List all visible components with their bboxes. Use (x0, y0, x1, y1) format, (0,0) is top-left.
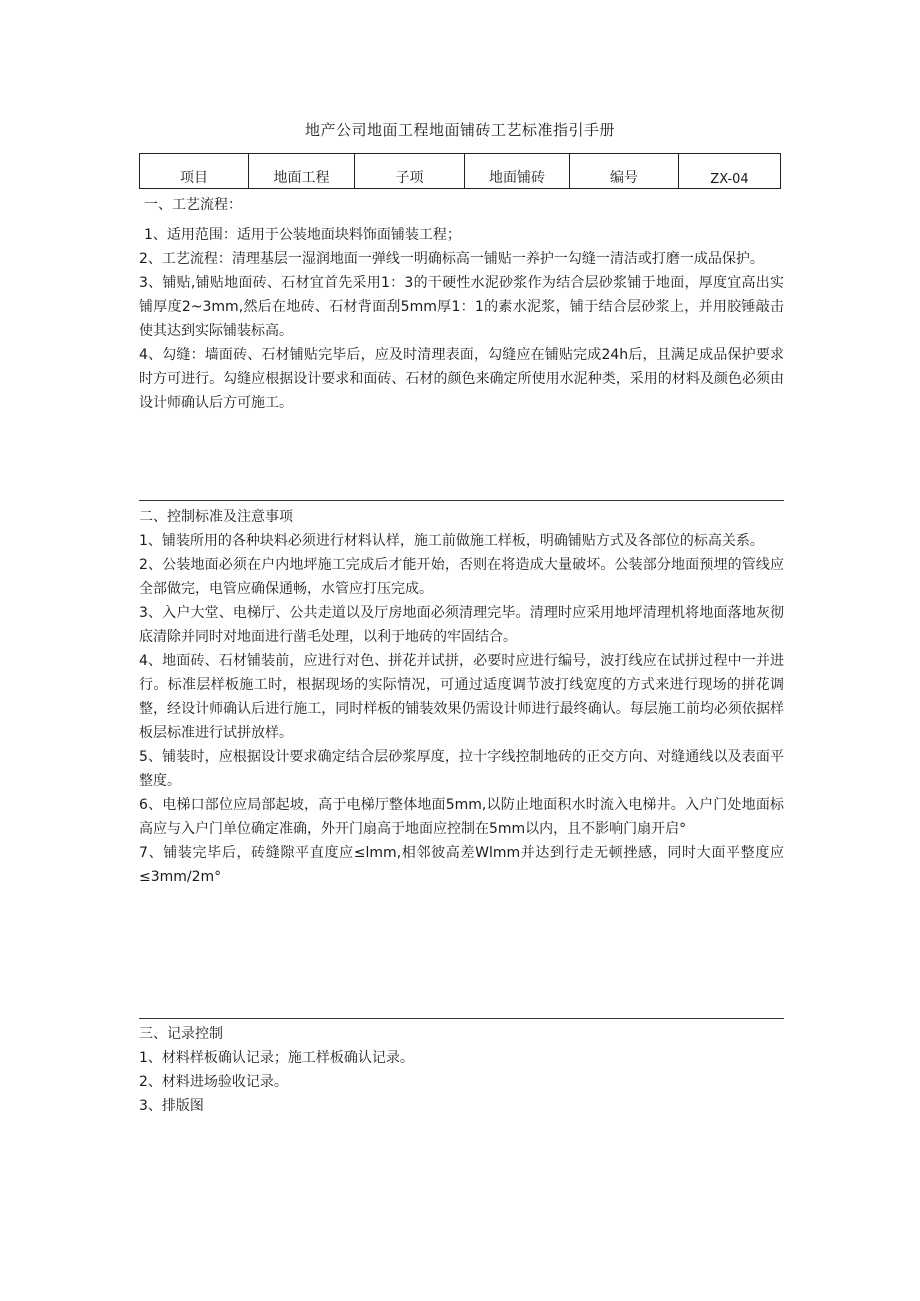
header-cell-project-value: 地面工程 (249, 154, 355, 189)
section-heading: 二、控制标准及注意事项 (139, 509, 293, 525)
section-control-standards (139, 507, 784, 889)
header-cell-code-value: ZX-04 (679, 154, 781, 189)
list-item: 4、地面砖、石材铺装前，应进行对色、拼花并试拼，必要时应进行编号，波打线应在试拼过程中一并进行。标准层样板施工时，根据现场的实际情况，可通过适度调节波打线宽度的方式来进行现场的拼花调整，经设计师确认后进行施工，同时样板的铺装效果仍需设计师进行最终确认。每层施工前均必须依据样板层标准进行试拼放样。 (139, 653, 784, 741)
header-cell-code-label: 编号 (570, 154, 679, 189)
list-item: 1、材料样板确认记录；施工样板确认记录。 (139, 1050, 414, 1066)
header-cell-subitem-value: 地面铺砖 (465, 154, 570, 189)
section-divider (139, 500, 784, 501)
list-item: 3、排版图 (139, 1098, 204, 1114)
list-item: 1、适用范围：适用于公装地面块料饰面铺装工程； (144, 227, 461, 243)
list-item: 6、电梯口部位应局部起坡，高于电梯厅整体地面5mm,以防止地面积水时流入电梯井。入户门处地面标高应与入户门单位确定准确，外开门扇高于地面应控制在5mm以内，且不影响门扇开启° (139, 797, 784, 837)
section-records (139, 1024, 784, 1118)
header-table-row (140, 154, 781, 189)
list-item: 3、铺贴,铺贴地面砖、石材宜首先采用1：3的干硬性水泥砂浆作为结合层砂浆铺于地面，厚度宜高出实铺厚度2~3mm,然后在地砖、石材背面刮5mm厚1：1的素水泥浆，铺于结合层砂浆上，并用胶锤敲击使其达到实际铺装标高。 (139, 275, 784, 339)
list-item: 7、铺装完毕后，砖缝隙平直度应≤lmm,相邻彼高差Wlmm并达到行走无顿挫感，同时大面平整度应≤3mm∕2m° (139, 845, 784, 885)
list-item: 2、材料进场验收记录。 (139, 1074, 288, 1090)
section-heading: 一、工艺流程： (144, 197, 242, 213)
list-item: 4、勾缝：墙面砖、石材铺贴完毕后，应及时清理表面，勾缝应在铺贴完成24h后，且满足成品保护要求时方可进行。勾缝应根据设计要求和面砖、石材的颜色来确定所使用水泥种类，采用的材料及颜色必须由设计师确认后方可施工。 (139, 347, 784, 411)
header-cell-subitem-label: 子项 (355, 154, 465, 189)
section-heading: 三、记录控制 (139, 1026, 223, 1042)
list-item: 2、公装地面必须在户内地坪施工完成后才能开始，否则在将造成大量破坏。公装部分地面预埋的管线应全部做完，电管应确保通畅，水管应打压完成。 (139, 557, 784, 597)
header-cell-project-label: 项目 (140, 154, 249, 189)
header-table (139, 153, 781, 189)
list-item: 3、入户大堂、电梯厅、公共走道以及厅房地面必须清理完毕。清理时应采用地坪清理机将地面落地灰彻底清除并同时对地面进行凿毛处理，以利于地砖的牢固结合。 (139, 605, 784, 645)
section-divider (139, 1018, 784, 1019)
list-item: 2、工艺流程：清理基层一湿润地面一弹线一明确标高一铺贴一养护一勾缝一清洁或打磨一成品保护。 (139, 251, 764, 267)
section-process (139, 195, 784, 415)
list-item: 1、铺装所用的各种块料必须进行材料认样，施工前做施工样板，明确铺贴方式及各部位的标高关系。 (139, 533, 764, 549)
list-item: 5、铺装时，应根据设计要求确定结合层砂浆厚度，拉十字线控制地砖的正交方向、对缝通线以及表面平整度。 (139, 749, 784, 789)
document-title: 地产公司地面工程地面铺砖工艺标准指引手册 (304, 121, 615, 139)
